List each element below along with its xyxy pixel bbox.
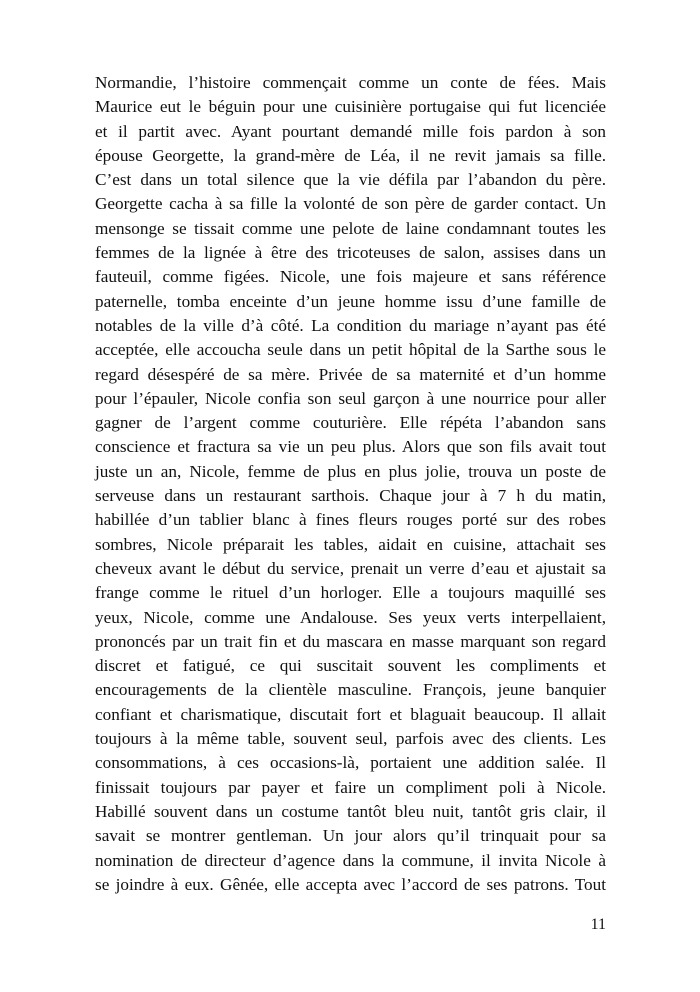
text-line: sombres, Nicole préparait les tables, aidait en cuisine, attachait ses: [95, 534, 606, 554]
page-number: 11: [590, 916, 606, 933]
text-line: confiant et charismatique, discutait fort et blaguait beaucoup. Il allait: [95, 704, 606, 724]
text-line: habillée d’un tablier blanc à fines fleurs rouges porté sur des robes: [95, 510, 606, 530]
text-line: paternelle, tomba enceinte d’un jeune homme issu d’une famille de: [95, 291, 606, 311]
body-text: [95, 71, 606, 897]
text-line: C’est dans un total silence que la vie défila par l’abandon du père.: [95, 170, 606, 190]
text-line: notables de la ville d’à côté. La condition du mariage n’ayant pas été: [95, 315, 606, 335]
text-line: regard désespéré de sa mère. Privée de sa maternité et d’un homme: [95, 364, 606, 384]
text-line: cheveux avant le début du service, prenait un verre d’eau et ajustait sa: [95, 558, 606, 578]
text-line: Habillé souvent dans un costume tantôt bleu nuit, tantôt gris clair, il: [95, 801, 606, 821]
text-line: gagner de l’argent comme couturière. Elle répéta l’abandon sans: [95, 413, 606, 433]
text-line: toujours à la même table, souvent seul, parfois avec des clients. Les: [95, 729, 606, 749]
text-line: acceptée, elle accoucha seule dans un petit hôpital de la Sarthe sous le: [95, 340, 606, 360]
text-line: savait se montrer gentleman. Un jour alors qu’il trinquait pour sa: [95, 826, 606, 846]
text-line: nomination de directeur d’agence dans la commune, il invita Nicole à: [95, 850, 606, 870]
text-line: consommations, à ces occasions-là, portaient une addition salée. Il: [95, 753, 606, 773]
text-line: serveuse dans un restaurant sarthois. Chaque jour à 7 h du matin,: [95, 486, 606, 506]
text-line: se joindre à eux. Gênée, elle accepta avec l’accord de ses patrons. Tout: [95, 874, 606, 894]
text-line: juste un an, Nicole, femme de plus en plus jolie, trouva un poste de: [95, 461, 606, 481]
text-line: Georgette cacha à sa fille la volonté de son père de garder contact. Un: [95, 194, 606, 214]
text-line: encouragements de la clientèle masculine. François, jeune banquier: [95, 680, 606, 700]
text-line: et il partit avec. Ayant pourtant demandé mille fois pardon à son: [95, 121, 606, 141]
text-line: discret et fatigué, ce qui suscitait souvent les compliments et: [95, 656, 606, 676]
text-line: Normandie, l’histoire commençait comme un conte de fées. Mais: [95, 73, 606, 92]
text-line: pour l’épauler, Nicole confia son seul garçon à une nourrice pour aller: [95, 388, 606, 408]
text-line: frange comme le rituel d’un horloger. Elle a toujours maquillé ses: [95, 583, 606, 603]
text-line: Maurice eut le béguin pour une cuisinière portugaise qui fut licenciée: [95, 97, 606, 117]
text-line: conscience et fractura sa vie un peu plus. Alors que son fils avait tout: [95, 437, 606, 457]
text-line: yeux, Nicole, comme une Andalouse. Ses yeux verts interpellaient,: [95, 607, 606, 627]
text-line: prononcés par un trait fin et du mascara en masse marquant son regard: [95, 631, 606, 651]
text-line: femmes de la lignée à être des tricoteuses de salon, assises dans un: [95, 243, 606, 263]
text-line: mensonge se tissait comme une pelote de laine condamnant toutes les: [95, 218, 606, 238]
text-line: fauteuil, comme figées. Nicole, une fois majeure et sans référence: [95, 267, 606, 287]
text-line: épouse Georgette, la grand-mère de Léa, il ne revit jamais sa fille.: [95, 145, 606, 165]
text-line: finissait toujours par payer et faire un compliment poli à Nicole.: [95, 777, 606, 797]
